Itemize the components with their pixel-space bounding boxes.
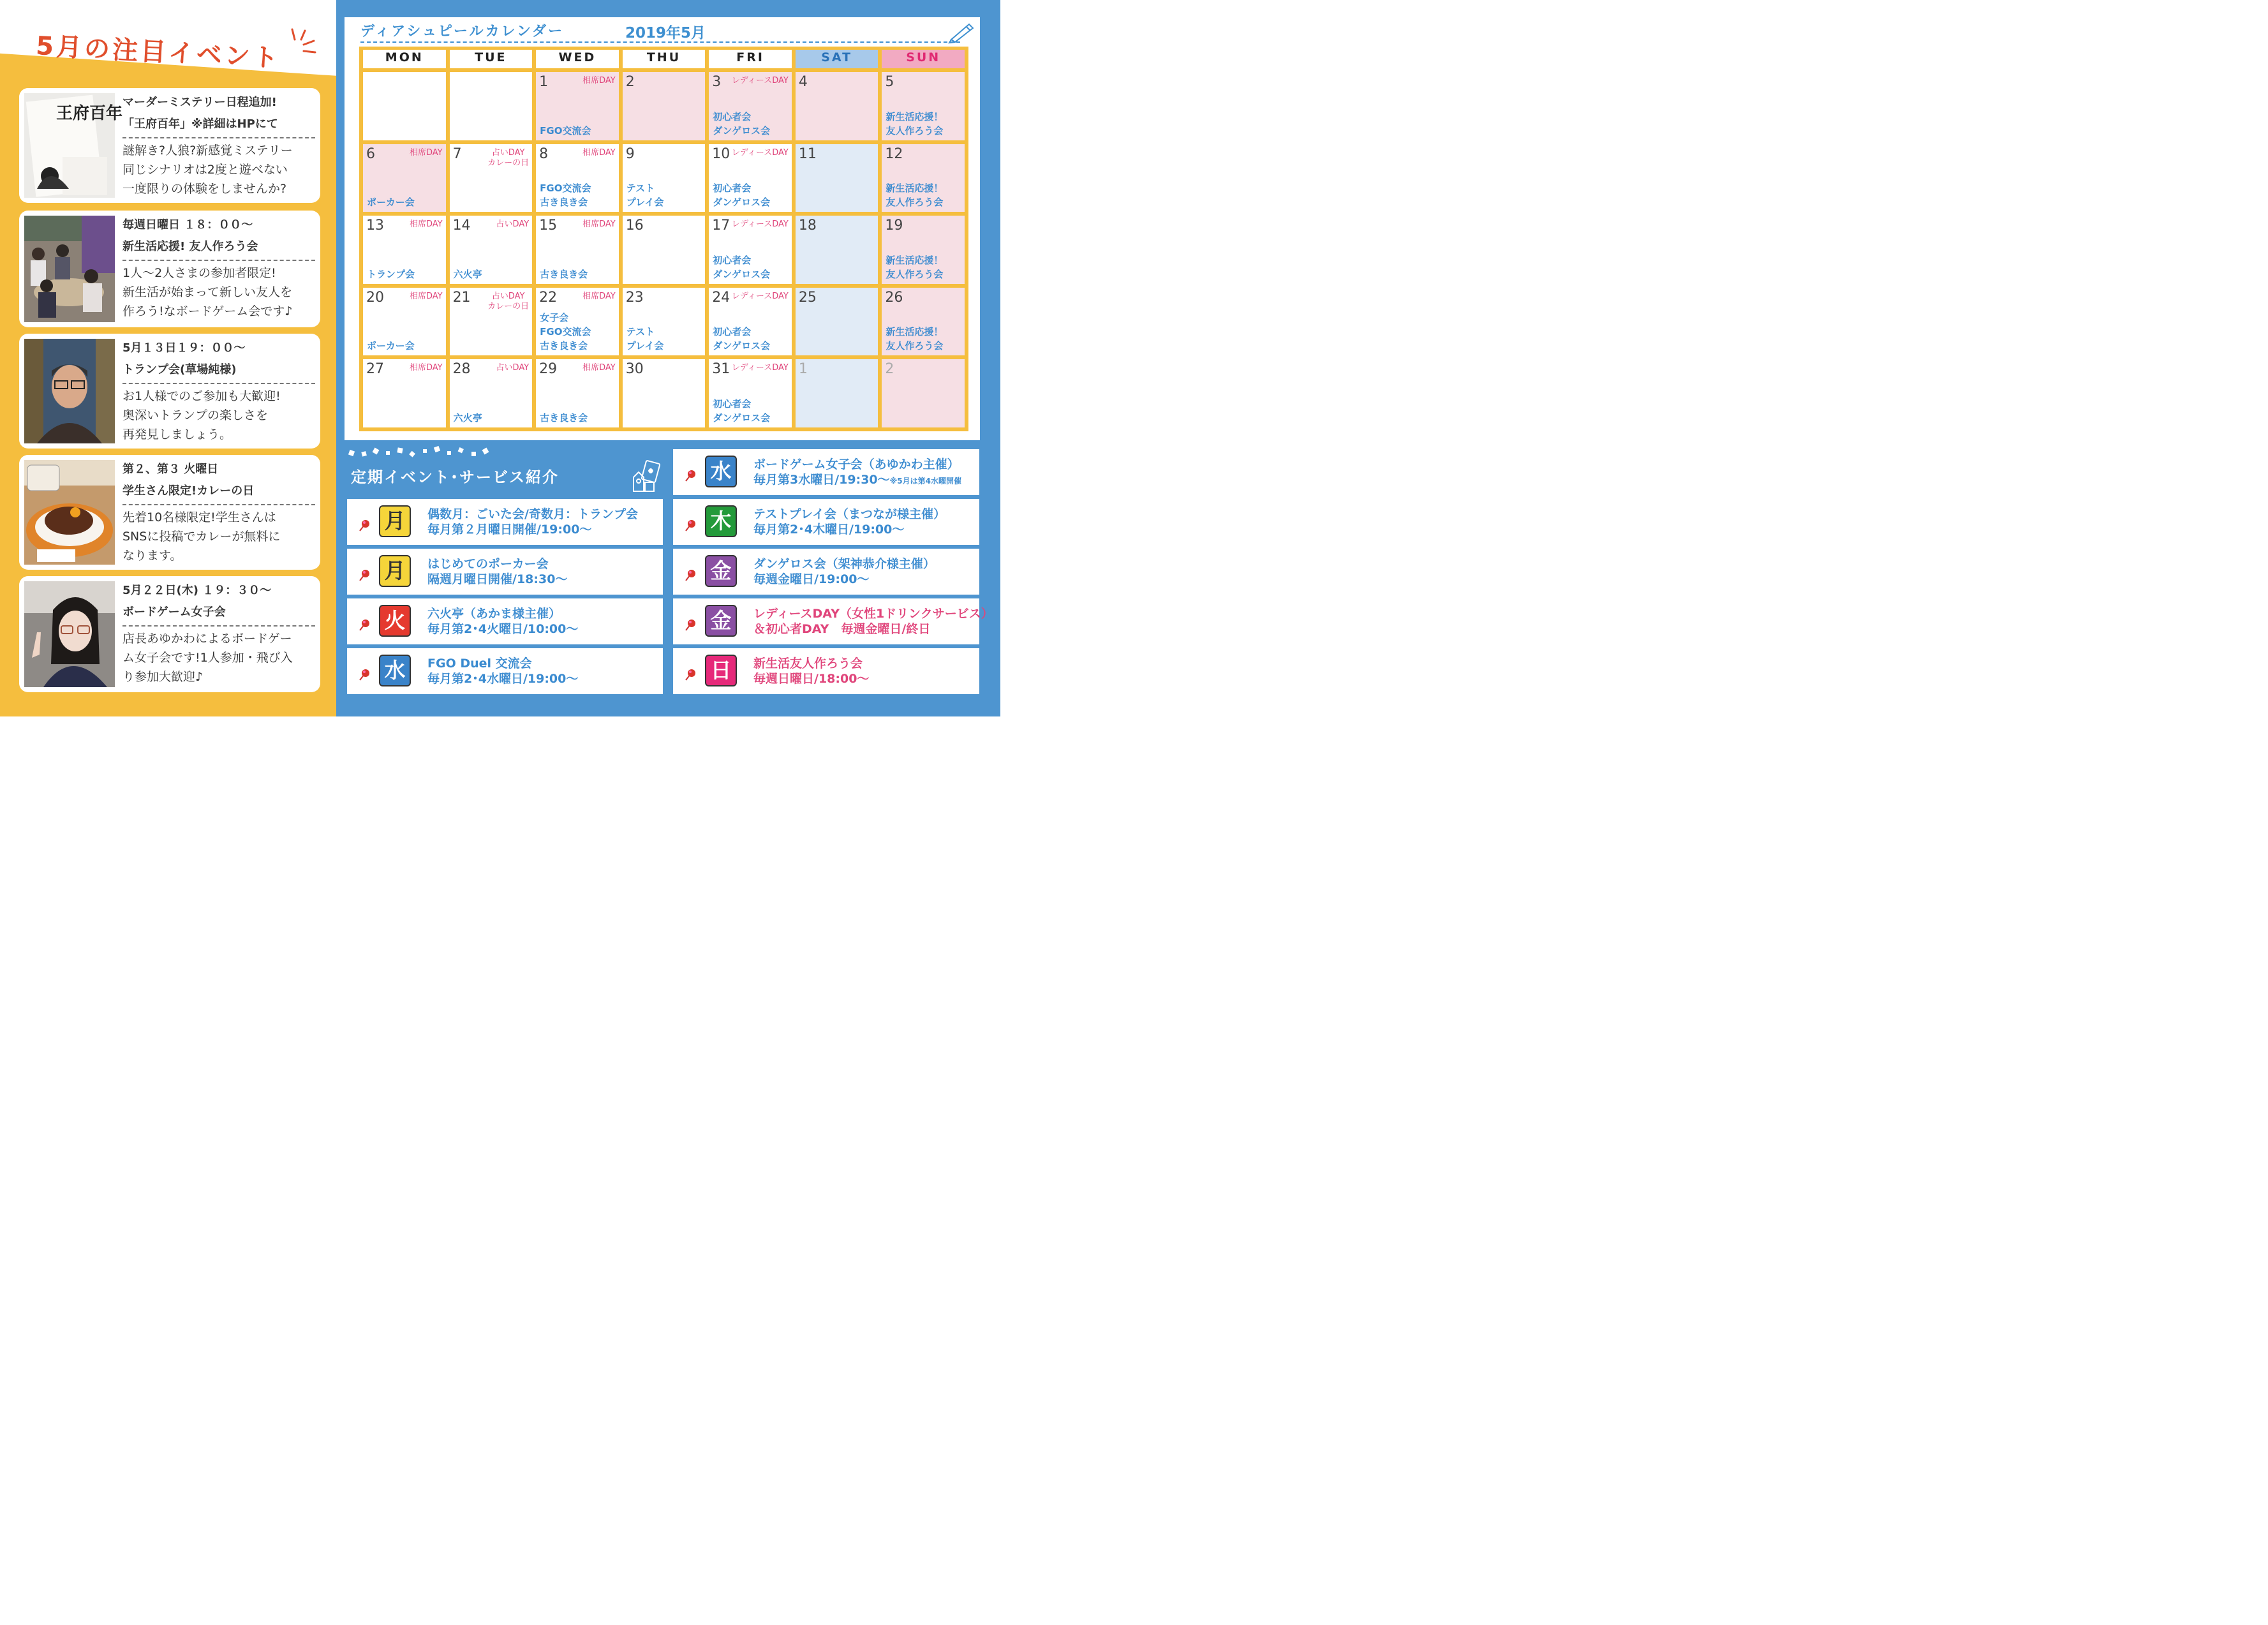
day-number: 2 <box>885 361 894 378</box>
regular-event-name: FGO Duel 交流会 <box>427 657 532 671</box>
weekday-badge: 月 <box>379 505 411 537</box>
regular-event-name: 新生活友人作ろう会 <box>753 657 863 671</box>
host-selfie-photo <box>24 581 115 687</box>
featured-events-panel <box>0 0 336 716</box>
calendar-day-cell[interactable] <box>796 144 878 212</box>
day-events: 初心者会 ダンゲロス会 <box>713 110 771 137</box>
day-events: 初心者会 ダンゲロス会 <box>713 254 771 280</box>
regular-event-schedule <box>753 572 935 587</box>
day-events: 初心者会 ダンゲロス会 <box>713 397 771 424</box>
regular-event-row[interactable] <box>673 549 979 595</box>
day-number: 31 <box>712 361 730 378</box>
guest-portrait-photo <box>24 339 115 443</box>
day-number: 4 <box>798 74 808 90</box>
day-tag: 占いDAY <box>496 363 530 373</box>
schedule-text: 毎月第2･4水曜日/19:00～ <box>427 672 579 686</box>
day-number: 13 <box>366 218 384 234</box>
day-number: 16 <box>625 218 644 234</box>
regular-event-text <box>753 656 869 686</box>
day-number: 28 <box>452 361 471 378</box>
featured-events-title: 5月の注目イベント <box>35 31 281 74</box>
pin-icon <box>357 568 371 582</box>
event-card-friend-party[interactable] <box>19 211 320 327</box>
regular-event-name: ダンゲロス会（架神恭介様主催） <box>753 557 935 571</box>
day-tag: 相席DAY <box>582 147 616 158</box>
day-number: 18 <box>798 218 817 234</box>
event-description: 謎解き?人狼?新感覚ミステリー 同じシナリオは2度と遊べない 一度限りの体験をしませんか? <box>122 144 293 196</box>
regular-event-schedule <box>427 671 578 686</box>
event-description: 1人～2人さまの参加者限定! 新生活が始まって新しい友人を 作ろう!なボードゲーム会です♪ <box>122 266 293 318</box>
schedule-text: 毎月第2･4火曜日/10:00～ <box>427 622 579 636</box>
weekday-header-tue: TUE <box>450 50 533 68</box>
calendar-day-cell[interactable] <box>796 72 878 140</box>
regular-event-name: 六火亭（あかま様主催） <box>427 607 561 621</box>
event-card-trump-party[interactable] <box>19 334 320 449</box>
day-number: 17 <box>712 218 730 234</box>
calendar-day-cell[interactable] <box>363 144 446 212</box>
regular-event-row[interactable] <box>673 598 993 644</box>
day-number: 22 <box>539 289 558 306</box>
calendar-day-cell[interactable] <box>882 72 965 140</box>
day-tag: 相席DAY <box>409 219 443 230</box>
calendar-day-cell[interactable] <box>363 288 446 356</box>
day-tag: 相席DAY <box>409 147 443 158</box>
regular-event-row[interactable] <box>347 549 663 595</box>
day-tag: 相席DAY <box>582 291 616 301</box>
schedule-text: 毎週金曜日/19:00～ <box>753 572 870 586</box>
weekday-badge: 水 <box>705 456 737 487</box>
weekday-header-fri: FRI <box>709 50 792 68</box>
pin-icon <box>357 667 371 681</box>
calendar-day-cell[interactable] <box>796 216 878 284</box>
burst-icon <box>287 24 325 63</box>
calendar-day-cell[interactable] <box>450 72 533 140</box>
day-events: FGO交流会 古き良き会 <box>540 182 591 209</box>
regular-event-row[interactable] <box>673 648 979 694</box>
confetti-decoration <box>348 445 494 464</box>
calendar-day-cell[interactable] <box>450 144 533 212</box>
schedule-text: 毎月第2･4木曜日/19:00～ <box>753 523 905 537</box>
day-tag: 占いDAY <box>496 219 530 230</box>
calendar-day-cell[interactable] <box>536 72 619 140</box>
regular-event-text <box>753 556 935 587</box>
regular-event-text <box>753 457 961 489</box>
weekday-header-mon: MON <box>363 50 446 68</box>
day-tag: レディースDAY <box>731 76 789 85</box>
day-number: 24 <box>712 289 730 306</box>
event-card-curry-day[interactable] <box>19 455 320 570</box>
calligraphy-top: 王府百年 <box>56 104 123 123</box>
calendar-day-cell[interactable] <box>623 216 706 284</box>
weekday-badge: 金 <box>705 605 737 637</box>
day-number: 27 <box>366 361 384 378</box>
day-number: 23 <box>625 289 644 306</box>
calendar-day-cell[interactable] <box>709 72 792 140</box>
regular-event-schedule <box>427 572 567 587</box>
schedule-text: 毎週日曜日/18:00～ <box>753 672 870 686</box>
day-tag: 相席DAY <box>582 76 616 85</box>
pin-icon <box>683 568 697 582</box>
event-heading-line2: トランプ会(草場純様) <box>122 363 237 376</box>
day-number: 5 <box>885 74 894 90</box>
divider <box>122 383 315 384</box>
event-heading-line2: ボードゲーム女子会 <box>122 605 226 619</box>
calendar-day-cell[interactable] <box>709 144 792 212</box>
regular-event-text <box>753 507 945 537</box>
day-events: テスト プレイ会 <box>626 326 664 352</box>
calendar-day-cell[interactable] <box>796 288 878 356</box>
event-heading-line2: 「王府百年」※詳細はHPにて <box>122 117 278 131</box>
regular-event-row[interactable] <box>347 499 663 545</box>
calendar-day-cell[interactable] <box>882 144 965 212</box>
day-number: 7 <box>452 145 462 162</box>
day-number: 25 <box>798 289 817 306</box>
weekday-header-wed: WED <box>536 50 619 68</box>
day-events: ポーカー会 <box>367 197 415 209</box>
event-heading-line1: 第２、第３ 火曜日 <box>122 463 219 476</box>
regular-event-schedule <box>753 472 961 489</box>
regular-event-name: ボードゲーム女子会（あゆかわ主催） <box>753 457 960 471</box>
regular-event-schedule <box>427 621 578 637</box>
calendar-title-underline <box>360 41 960 43</box>
calendar-day-cell[interactable] <box>536 216 619 284</box>
day-tag: 相席DAY <box>409 291 443 301</box>
day-number: 1 <box>798 361 808 378</box>
divider <box>122 504 315 505</box>
divider <box>122 625 315 627</box>
day-events: 六火亭 <box>453 412 482 424</box>
boardgame-icon <box>627 459 665 494</box>
calendar-day-cell[interactable] <box>623 359 706 427</box>
regular-event-schedule <box>753 621 993 637</box>
weekday-header-sat: SAT <box>796 50 878 68</box>
event-card-girls-party[interactable] <box>19 576 320 692</box>
day-number: 21 <box>452 289 471 306</box>
day-number: 30 <box>625 361 644 378</box>
regular-event-name: はじめてのポーカー会 <box>427 557 549 571</box>
regular-event-schedule <box>753 522 945 537</box>
regular-event-row[interactable] <box>673 499 979 545</box>
calendar-day-cell[interactable] <box>450 288 533 356</box>
day-number: 10 <box>712 145 730 162</box>
pin-icon <box>357 618 371 632</box>
day-tag: 相席DAY <box>409 363 443 373</box>
day-number: 12 <box>885 145 903 162</box>
pin-icon <box>683 468 697 482</box>
calendar-day-cell[interactable] <box>709 216 792 284</box>
calendar-day-cell[interactable] <box>536 144 619 212</box>
day-events: 古き良き会 <box>540 412 588 424</box>
event-heading-line1: マーダーミステリー日程追加! <box>122 96 277 109</box>
day-events: 初心者会 ダンゲロス会 <box>713 182 771 209</box>
weekday-badge: 木 <box>705 505 737 537</box>
regular-event-schedule <box>427 522 638 537</box>
regular-event-schedule <box>753 671 869 686</box>
day-number: 11 <box>798 145 817 162</box>
weekday-badge: 水 <box>379 655 411 686</box>
event-heading-line1: 5月１３日１９：００～ <box>122 341 246 355</box>
day-tag: レディースDAY <box>731 363 789 373</box>
day-events: テスト プレイ会 <box>626 182 664 209</box>
event-description: 店長あゆかわによるボードゲー ム女子会です!1人参加・飛び入 り参加大歓迎♪ <box>122 632 293 684</box>
regular-events-title: 定期イベント･サービス紹介 <box>351 468 559 486</box>
day-events: FGO交流会 <box>540 124 591 137</box>
day-number: 26 <box>885 289 903 306</box>
calendar-day-cell[interactable] <box>450 359 533 427</box>
day-events: 古き良き会 <box>540 268 588 280</box>
day-number: 14 <box>452 218 471 234</box>
event-description: お1人様でのご参加も大歓迎! 奥深いトランプの楽しさを 再発見しましょう。 <box>122 389 281 441</box>
day-tag: 占いDAY カレーの日 <box>487 147 530 168</box>
weekday-header-thu: THU <box>623 50 706 68</box>
pin-icon <box>357 518 371 532</box>
schedule-note: ※5月は第4水曜開催 <box>889 477 962 486</box>
group-photo <box>24 216 115 322</box>
weekday-header-sun: SUN <box>882 50 965 68</box>
calendar-day-cell[interactable] <box>709 288 792 356</box>
calendar-day-cell[interactable] <box>363 216 446 284</box>
calendar-day-cell[interactable] <box>536 288 619 356</box>
regular-event-text <box>427 556 567 587</box>
day-number: 3 <box>712 74 722 90</box>
day-number: 2 <box>625 74 635 90</box>
calendar-day-cell[interactable] <box>450 216 533 284</box>
calendar-day-cell[interactable] <box>623 72 706 140</box>
day-tag: 占いDAY カレーの日 <box>487 291 530 311</box>
event-description: 先着10名様限定!学生さんは SNSに投稿でカレーが無料に なります。 <box>122 510 281 563</box>
pencil-icon <box>947 20 975 43</box>
calendar-day-cell[interactable] <box>623 288 706 356</box>
schedule-text: 毎月第3水曜日/19:30～ <box>753 473 890 487</box>
regular-event-text <box>753 606 993 637</box>
regular-event-name: 偶数月：ごいた会/奇数月：トランプ会 <box>427 507 638 521</box>
calendar-day-cell[interactable] <box>709 359 792 427</box>
day-number: 1 <box>539 74 549 90</box>
curry-photo <box>24 460 115 565</box>
day-events: 新生活応援！ 友人作ろう会 <box>886 326 944 352</box>
regular-event-row[interactable] <box>347 598 663 644</box>
day-tag: レディースDAY <box>731 147 789 158</box>
regular-event-row[interactable] <box>673 449 979 495</box>
day-events: 六火亭 <box>453 268 482 280</box>
calendar-day-cell[interactable] <box>796 359 878 427</box>
pin-icon <box>683 518 697 532</box>
schedule-text: ＆初心者DAY 毎週金曜日/終日 <box>753 622 931 636</box>
event-heading-line2: 新生活応援! 友人作ろう会 <box>122 240 258 253</box>
calendar-grid <box>359 47 968 431</box>
day-number: 8 <box>539 145 549 162</box>
event-heading-line1: 5月２２日(木) １９：３０～ <box>122 584 272 597</box>
day-number: 15 <box>539 218 558 234</box>
event-heading-line2: 学生さん限定!カレーの日 <box>122 484 255 498</box>
schedule-text: 毎月第２月曜日開催/19:00～ <box>427 523 592 537</box>
day-events: 初心者会 ダンゲロス会 <box>713 326 771 352</box>
divider <box>122 137 315 138</box>
day-events: トランプ会 <box>367 268 415 280</box>
day-events: 女子会 FGO交流会 古き良き会 <box>540 312 591 352</box>
day-number: 29 <box>539 361 558 378</box>
pin-icon <box>683 618 697 632</box>
pin-icon <box>683 667 697 681</box>
regular-event-row[interactable] <box>347 648 663 694</box>
calendar-day-cell[interactable] <box>623 144 706 212</box>
weekday-badge: 火 <box>379 605 411 637</box>
murder-mystery-photo <box>24 93 123 198</box>
calendar-day-cell[interactable] <box>536 359 619 427</box>
regular-event-name: テストプレイ会（まつなが様主催） <box>753 507 945 521</box>
divider <box>122 260 315 261</box>
weekday-badge: 日 <box>705 655 737 686</box>
calendar-month: 2019年5月 <box>625 25 706 41</box>
event-card-murder-mystery[interactable] <box>19 88 320 203</box>
calendar-day-cell[interactable] <box>363 72 446 140</box>
calendar-day-cell[interactable] <box>882 216 965 284</box>
calendar-title: ディアシュピールカレンダー <box>360 24 565 40</box>
day-tag: レディースDAY <box>731 291 789 301</box>
event-heading-line1: 毎週日曜日 １８：００～ <box>122 218 253 232</box>
calendar-day-cell[interactable] <box>363 359 446 427</box>
day-number: 19 <box>885 218 903 234</box>
calendar-day-cell[interactable] <box>882 288 965 356</box>
day-events: 新生活応援！ 友人作ろう会 <box>886 254 944 280</box>
day-events: 新生活応援！ 友人作ろう会 <box>886 110 944 137</box>
schedule-text: 隔週月曜日開催/18:30～ <box>427 572 568 586</box>
day-events: 新生活応援！ 友人作ろう会 <box>886 182 944 209</box>
regular-event-text <box>427 606 578 637</box>
regular-event-text <box>427 507 638 537</box>
calendar-day-cell[interactable] <box>882 359 965 427</box>
regular-event-name: レディースDAY（女性1ドリンクサービス） <box>753 607 993 621</box>
day-events: ポーカー会 <box>367 340 415 352</box>
day-number: 6 <box>366 145 375 162</box>
regular-event-text <box>427 656 578 686</box>
day-tag: 相席DAY <box>582 363 616 373</box>
day-tag: 相席DAY <box>582 219 616 230</box>
weekday-badge: 金 <box>705 555 737 587</box>
weekday-badge: 月 <box>379 555 411 587</box>
day-tag: レディースDAY <box>731 219 789 230</box>
day-number: 20 <box>366 289 384 306</box>
day-number: 9 <box>625 145 635 162</box>
